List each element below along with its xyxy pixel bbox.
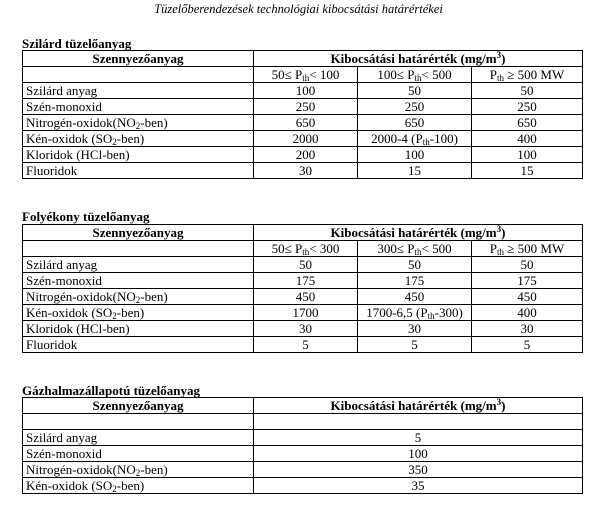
- pollutant-header: Szennyezőanyag: [23, 398, 254, 414]
- limit-value: 450: [254, 289, 358, 305]
- capacity-range-header: $P_{th} \ge 500$ MW: [472, 67, 583, 83]
- pollutant-name: Kloridok (HCl-ben): [23, 147, 254, 163]
- table-row: [23, 430, 583, 446]
- limit-value: 200: [254, 147, 358, 163]
- limit-value: 30: [254, 321, 358, 337]
- limit-value: 30: [358, 321, 472, 337]
- limit-value: 15: [472, 163, 583, 179]
- limit-header: Kibocsátási határérték $(mg/m^3)$: [254, 51, 583, 67]
- table-row: [23, 273, 583, 289]
- table-row: [23, 289, 583, 305]
- pollutant-name: Szilárd anyag: [23, 430, 254, 446]
- table-row: [23, 478, 583, 494]
- table-row: [23, 305, 583, 321]
- limit-value: 5: [358, 337, 472, 353]
- limit-value: 350: [254, 462, 583, 478]
- pollutant-name: Nitrogén-$oxidok(NO_2-ben)$: [23, 115, 254, 131]
- capacity-range-header: $50\le P_{th}< 100$: [254, 67, 358, 83]
- pollutant-name: Nitrogén-$oxidok(NO_2-ben)$: [23, 462, 254, 478]
- pollutant-name: Nitrogén-$oxidok(NO_2-ben)$: [23, 289, 254, 305]
- limit-value: 250: [254, 99, 358, 115]
- solid-fuel-heading: Szilárd tüzelőanyag: [22, 36, 132, 51]
- limit-value: 50: [472, 83, 583, 99]
- table-row: [23, 462, 583, 478]
- pollutant-name: Fluoridok: [23, 163, 254, 179]
- limit-value: 650: [358, 115, 472, 131]
- table-row: [23, 147, 583, 163]
- pollutant-header-blank: [23, 414, 254, 430]
- table-row: [23, 446, 583, 462]
- solid-fuel-table: [22, 50, 583, 179]
- limit-value: 5: [254, 337, 358, 353]
- gas-fuel-heading: Gázhalmazállapotú tüzelőanyag: [22, 383, 201, 398]
- capacity-range-header: $100\le P_{th}< 500$: [358, 67, 472, 83]
- limit-value: 1700: [254, 305, 358, 321]
- limit-value: 50: [472, 257, 583, 273]
- gas-fuel-table: [22, 397, 583, 494]
- limit-value: 650: [472, 115, 583, 131]
- pollutant-name: Szilárd anyag: [23, 257, 254, 273]
- limit-header: Kibocsátási határérték $(mg/m^3)$: [254, 225, 583, 241]
- limit-value: 250: [472, 99, 583, 115]
- pollutant-name: Kén-oxidok $(SO_2-ben)$: [23, 131, 254, 147]
- pollutant-name: Kén-oxidok $(SO_2-ben)$: [23, 478, 254, 494]
- limit-value: 650: [254, 115, 358, 131]
- pollutant-name: Kloridok (HCl-ben): [23, 321, 254, 337]
- table-row: [23, 257, 583, 273]
- limit-value: 35: [254, 478, 583, 494]
- pollutant-header: Szennyezőanyag: [23, 51, 254, 67]
- limit-header: Kibocsátási határérték $(mg/m^3)$: [254, 398, 583, 414]
- limit-value: 50: [254, 257, 358, 273]
- table-row: [23, 115, 583, 131]
- limit-value: 400: [472, 305, 583, 321]
- limit-value: 100: [358, 147, 472, 163]
- liquid-fuel-heading: Folyékony tüzelőanyag: [22, 209, 150, 224]
- limit-value: 2000: [254, 131, 358, 147]
- limit-value: 5: [254, 430, 583, 446]
- pollutant-header-blank: [23, 67, 254, 83]
- limit-value: 450: [472, 289, 583, 305]
- table-row: [23, 83, 583, 99]
- table-row: [23, 131, 583, 147]
- limit-header-blank: [254, 414, 583, 430]
- table-row: [23, 163, 583, 179]
- limit-value: 400: [472, 131, 583, 147]
- limit-value: 100: [472, 147, 583, 163]
- pollutant-name: Szilárd anyag: [23, 83, 254, 99]
- limit-value: 100: [254, 446, 583, 462]
- limit-value: 2000-4 $(P_{th}-100)$: [358, 131, 472, 147]
- capacity-range-header: $300\le P_{th}< 500$: [358, 241, 472, 257]
- liquid-fuel-table: [22, 224, 583, 353]
- pollutant-name: Szén-monoxid: [23, 273, 254, 289]
- limit-value: 175: [254, 273, 358, 289]
- table-row: [23, 337, 583, 353]
- capacity-range-header: $P_{th} \ge 500$ MW: [472, 241, 583, 257]
- limit-value: 250: [358, 99, 472, 115]
- limit-value: 5: [472, 337, 583, 353]
- limit-value: 175: [358, 273, 472, 289]
- document-title: Tüzelőberendezések technológiai kibocsátási határértékei: [154, 2, 443, 16]
- table-row: [23, 321, 583, 337]
- limit-value: 30: [472, 321, 583, 337]
- pollutant-header-blank: [23, 241, 254, 257]
- limit-value: 450: [358, 289, 472, 305]
- limit-value: 100: [254, 83, 358, 99]
- table-row: [23, 99, 583, 115]
- limit-value: 30: [254, 163, 358, 179]
- pollutant-name: Fluoridok: [23, 337, 254, 353]
- pollutant-name: Szén-monoxid: [23, 99, 254, 115]
- limit-value: 175: [472, 273, 583, 289]
- pollutant-header: Szennyezőanyag: [23, 225, 254, 241]
- limit-value: 50: [358, 83, 472, 99]
- limit-value: 50: [358, 257, 472, 273]
- capacity-range-header: $50\le P_{th}< 300$: [254, 241, 358, 257]
- limit-value: 1700-6,5 $(P_{th}-300)$: [358, 305, 472, 321]
- pollutant-name: Szén-monoxid: [23, 446, 254, 462]
- pollutant-name: Kén-oxidok $(SO_2-ben)$: [23, 305, 254, 321]
- limit-value: 15: [358, 163, 472, 179]
